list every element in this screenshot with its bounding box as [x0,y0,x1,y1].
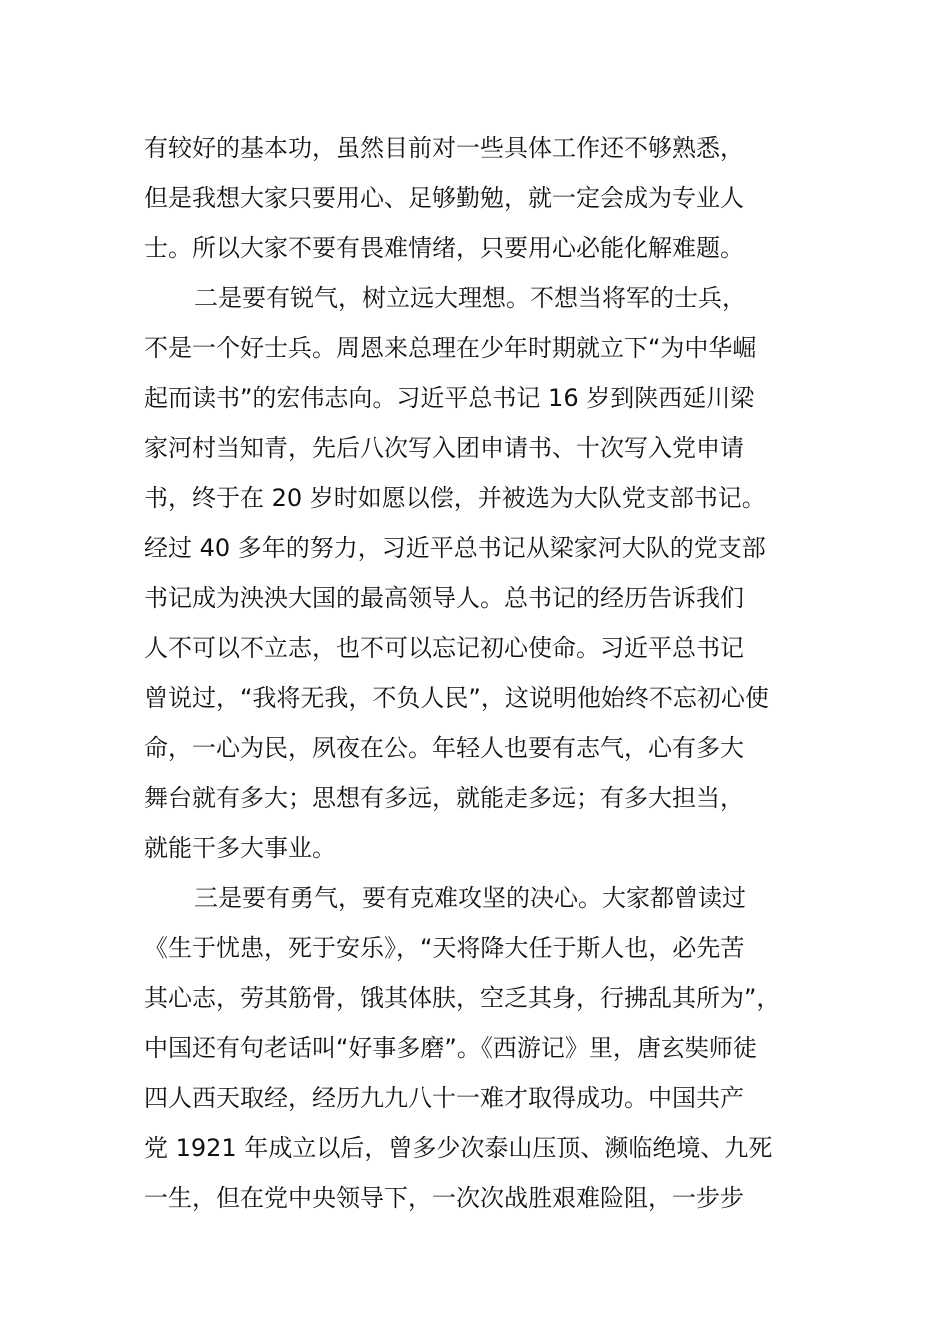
text-line: 中国还有句老话叫“好事多磨”。《西游记》里，唐玄奘师徒 [144,1034,757,1062]
text-line: 舞台就有多大；思想有多远，就能走多远；有多大担当， [144,784,744,812]
text-line: 起而读书”的宏伟志向。习近平总书记 16 岁到陕西延川梁 [144,384,755,412]
text-line: 党 1921 年成立以后，曾多少次泰山压顶、濒临绝境、九死 [144,1134,773,1162]
text-line: 其心志，劳其筋骨，饿其体肤，空乏其身，行拂乱其所为”， [144,984,781,1012]
text-line: 曾说过，“我将无我，不负人民”，这说明他始终不忘初心使 [144,684,769,712]
text-line: 《生于忧患，死于安乐》，“天将降大任于斯人也，必先苦 [144,934,745,962]
text-line: 就能干多大事业。 [144,834,336,862]
paragraph-start-line: 二是要有锐气，树立远大理想。不想当将军的士兵， [194,284,746,312]
text-line: 书，终于在 20 岁时如愿以偿，并被选为大队党支部书记。 [144,484,766,512]
text-line: 不是一个好士兵。周恩来总理在少年时期就立下“为中华崛 [144,334,757,362]
text-line: 家河村当知青，先后八次写入团申请书、十次写入党申请 [144,434,744,462]
text-line: 经过 40 多年的努力，习近平总书记从梁家河大队的党支部 [144,534,766,562]
text-line: 命，一心为民，夙夜在公。年轻人也要有志气，心有多大 [144,734,744,762]
text-line: 四人西天取经，经历九九八十一难才取得成功。中国共产 [144,1084,744,1112]
text-line: 但是我想大家只要用心、足够勤勉，就一定会成为专业人 [144,184,744,212]
text-line: 一生，但在党中央领导下，一次次战胜艰难险阻，一步步 [144,1184,744,1212]
text-line: 士。所以大家不要有畏难情绪，只要用心必能化解难题。 [144,234,744,262]
text-line: 人不可以不立志，也不可以忘记初心使命。习近平总书记 [144,634,744,662]
text-line: 有较好的基本功，虽然目前对一些具体工作还不够熟悉， [144,134,744,162]
text-line: 书记成为泱泱大国的最高领导人。总书记的经历告诉我们 [144,584,744,612]
paragraph-start-line: 三是要有勇气，要有克难攻坚的决心。大家都曾读过 [194,884,746,912]
